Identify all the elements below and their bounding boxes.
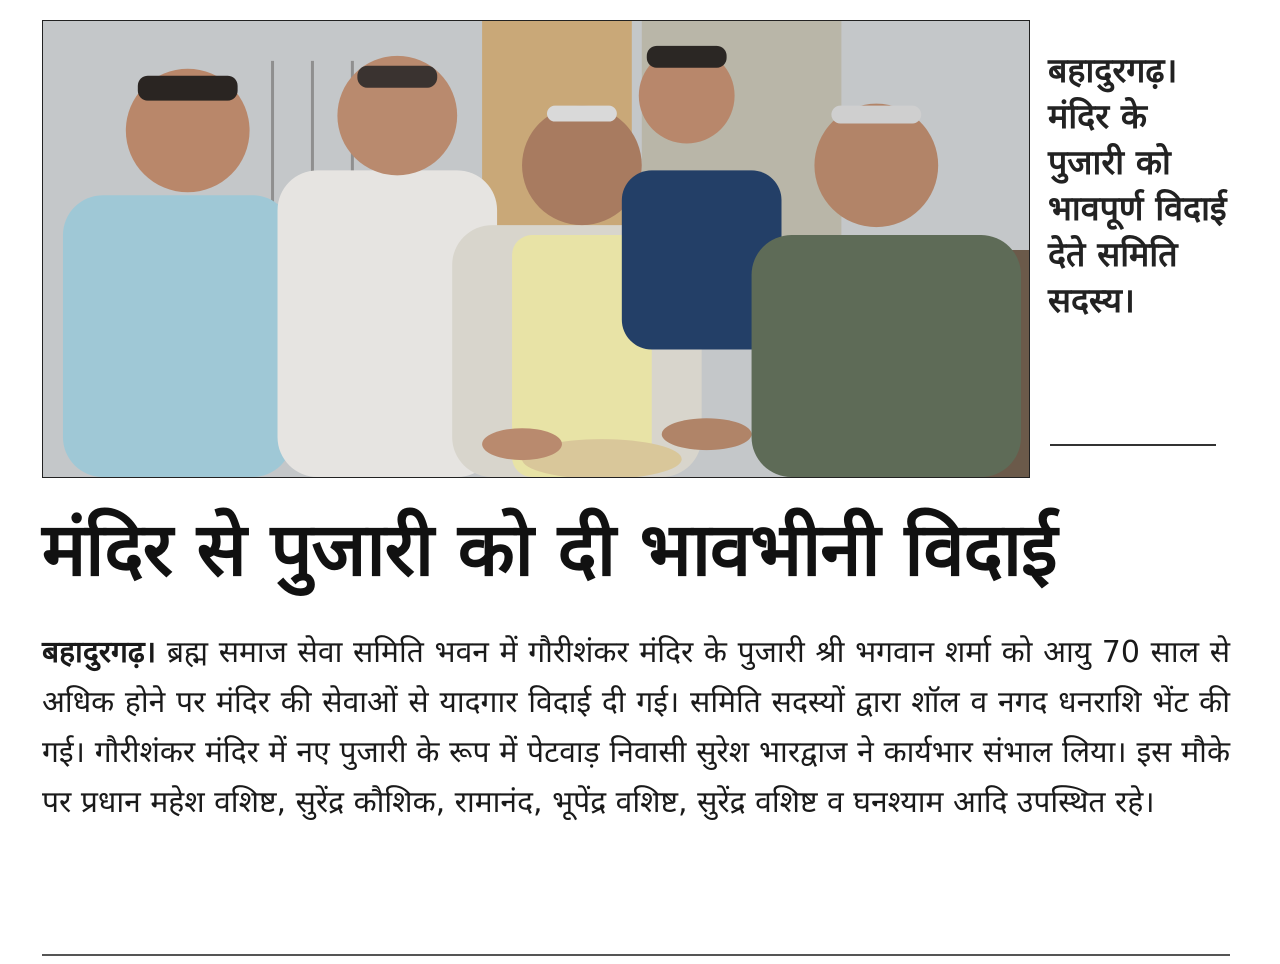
group-photo [42, 20, 1030, 478]
headline: मंदिर से पुजारी को दी भावभीनी विदाई [42, 507, 1057, 593]
caption-divider [1050, 444, 1216, 446]
article-text: ब्रह्म समाज सेवा समिति भवन में गौरीशंकर मंदिर के पुजारी श्री भगवान शर्मा को आयु 70 साल से अधिक होने पर मंदिर की सेवाओं से यादगार विदाई दी गई। समिति सदस्यों द्वारा शॉल व नगद धनराशि भेंट की गई। गौरीशंकर मंदिर में नए पुजारी के रूप में पेटवाड़ निवासी सुरेश भारद्वाज ने कार्यभार संभाल लिया। इस मौके पर प्रधान महेश वशिष्ट, सुरेंद्र कौशिक, रामानंद, भूपेंद्र वशिष्ट, सुरेंद्र वशिष्ट व घनश्याम आदि उपस्थित रहे। [42, 635, 1230, 820]
bottom-divider [42, 954, 1230, 956]
photo-caption: बहादुरगढ़। मंदिर के पुजारी को भावपूर्ण विदाई देते समिति सदस्य। [1048, 51, 1227, 321]
group-photo-image [43, 21, 1029, 477]
article-dateline: बहादुरगढ़। [42, 635, 157, 670]
article-body [42, 628, 1230, 828]
